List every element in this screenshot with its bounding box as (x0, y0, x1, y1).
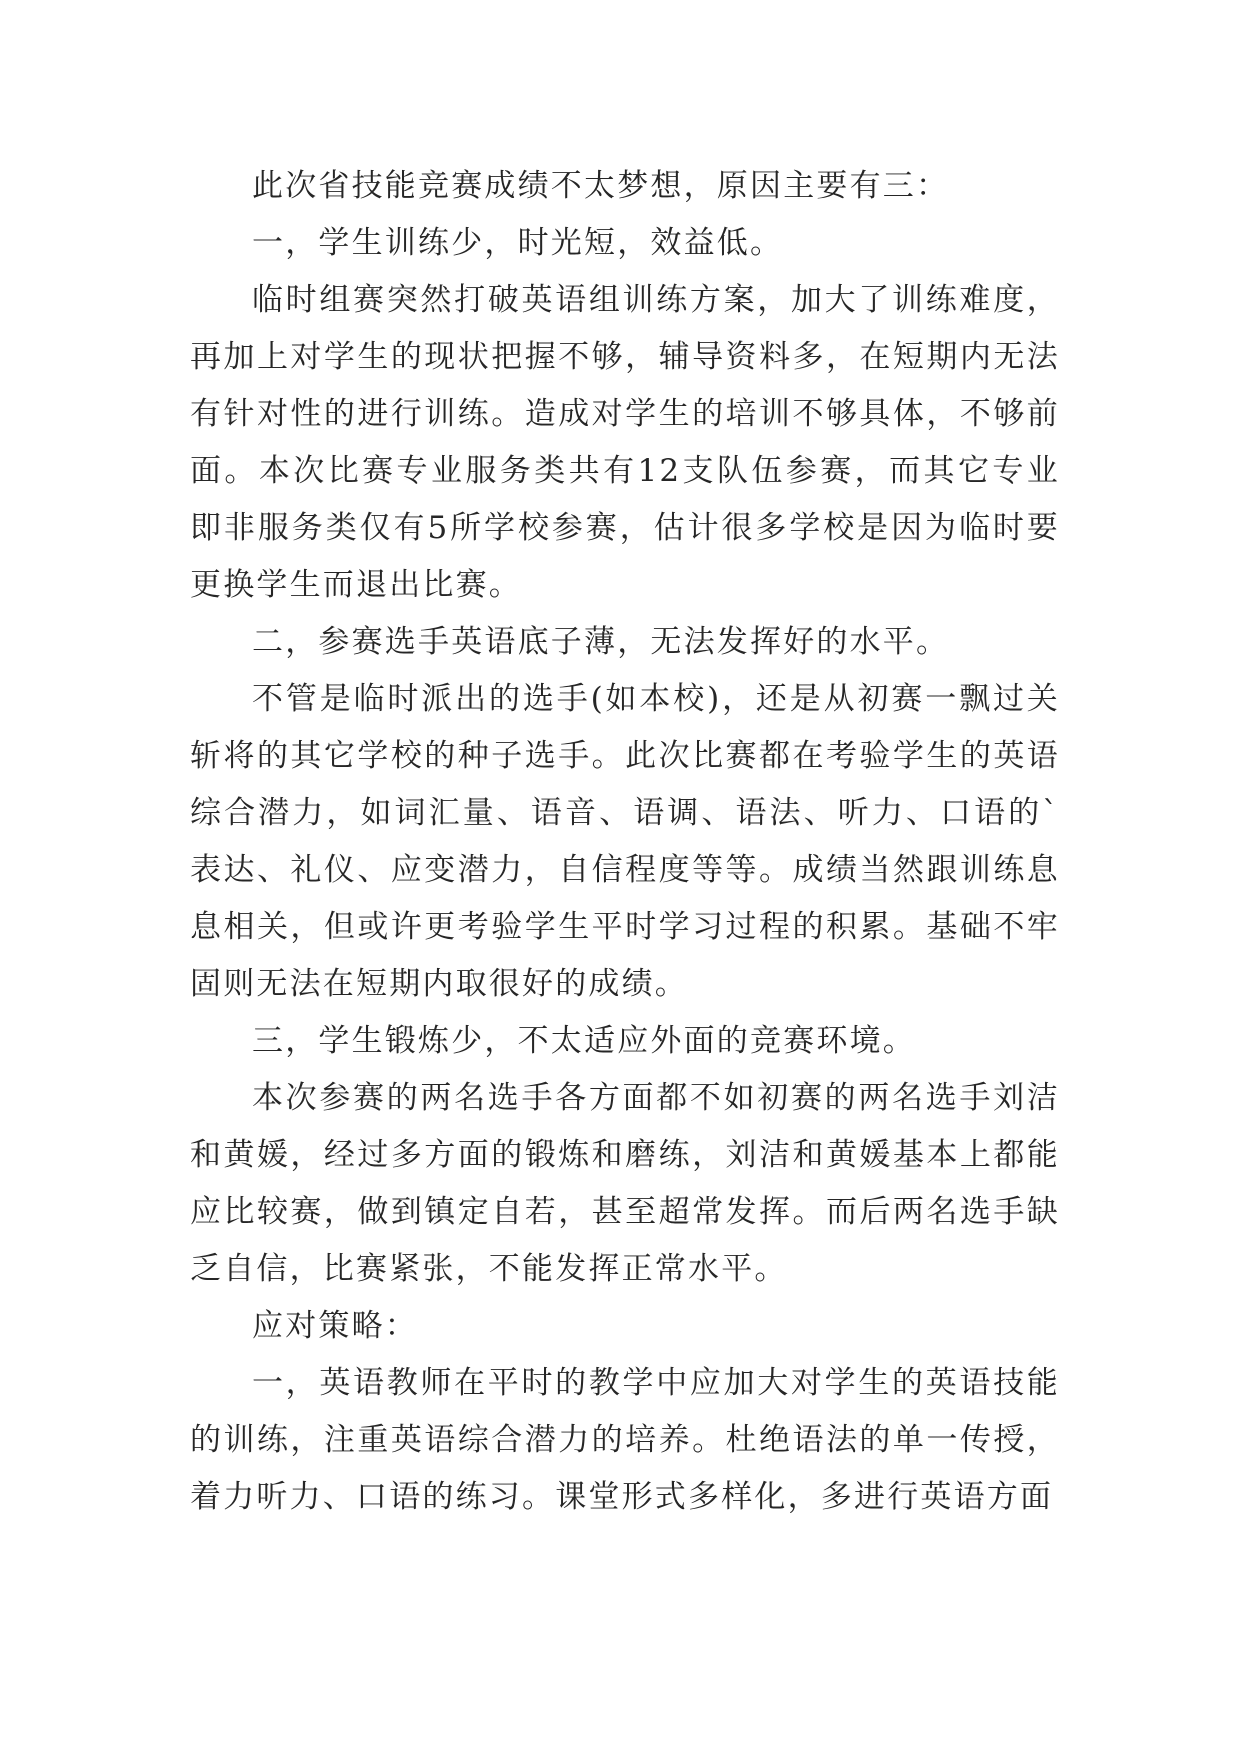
paragraph-reason-1-body: 临时组赛突然打破英语组训练方案，加大了训练难度，再加上对学生的现状把握不够，辅导资料多，在短期内无法有针对性的进行训练。造成对学生的培训不够具体，不够前面。本次比赛专业服务类共有12支队伍参赛，而其它专业即非服务类仅有5所学校参赛，估计很多学校是因为临时要更换学生而退出比赛。 (190, 282, 1060, 603)
paragraph-strategy-1: 一，英语教师在平时的教学中应加大对学生的英语技能的训练，注重英语综合潜力的培养。杜绝语法的单一传授，着力听力、口语的练习。课堂形式多样化，多进行英语方面 (190, 1365, 1060, 1515)
paragraph-reason-3-body: 本次参赛的两名选手各方面都不如初赛的两名选手刘洁和黄媛，经过多方面的锻炼和磨练，刘洁和黄媛基本上都能应比较赛，做到镇定自若，甚至超常发挥。而后两名选手缺乏自信，比赛紧张，不能发挥正常水平。 (190, 1080, 1060, 1287)
paragraph-reason-2-heading: 二，参赛选手英语底子薄，无法发挥好的水平。 (252, 624, 950, 660)
body-text (190, 158, 1060, 1526)
paragraph-reason-2-body: 不管是临时派出的选手(如本校)，还是从初赛一飘过关斩将的其它学校的种子选手。此次比赛都在考验学生的英语综合潜力，如词汇量、语音、语调、语法、听力、口语的`表达、礼仪、应变潜力，自信程度等等。成绩当然跟训练息息相关，但或许更考验学生平时学习过程的积累。基础不牢固则无法在短期内取很好的成绩。 (190, 681, 1060, 1002)
paragraph-strategy-heading: 应对策略： (252, 1308, 418, 1344)
paragraph-intro: 此次省技能竞赛成绩不太梦想，原因主要有三： (252, 168, 950, 204)
paragraph-reason-1-heading: 一，学生训练少，时光短，效益低。 (252, 225, 784, 261)
paragraph-reason-3-heading: 三，学生锻炼少，不太适应外面的竞赛环境。 (252, 1023, 916, 1059)
